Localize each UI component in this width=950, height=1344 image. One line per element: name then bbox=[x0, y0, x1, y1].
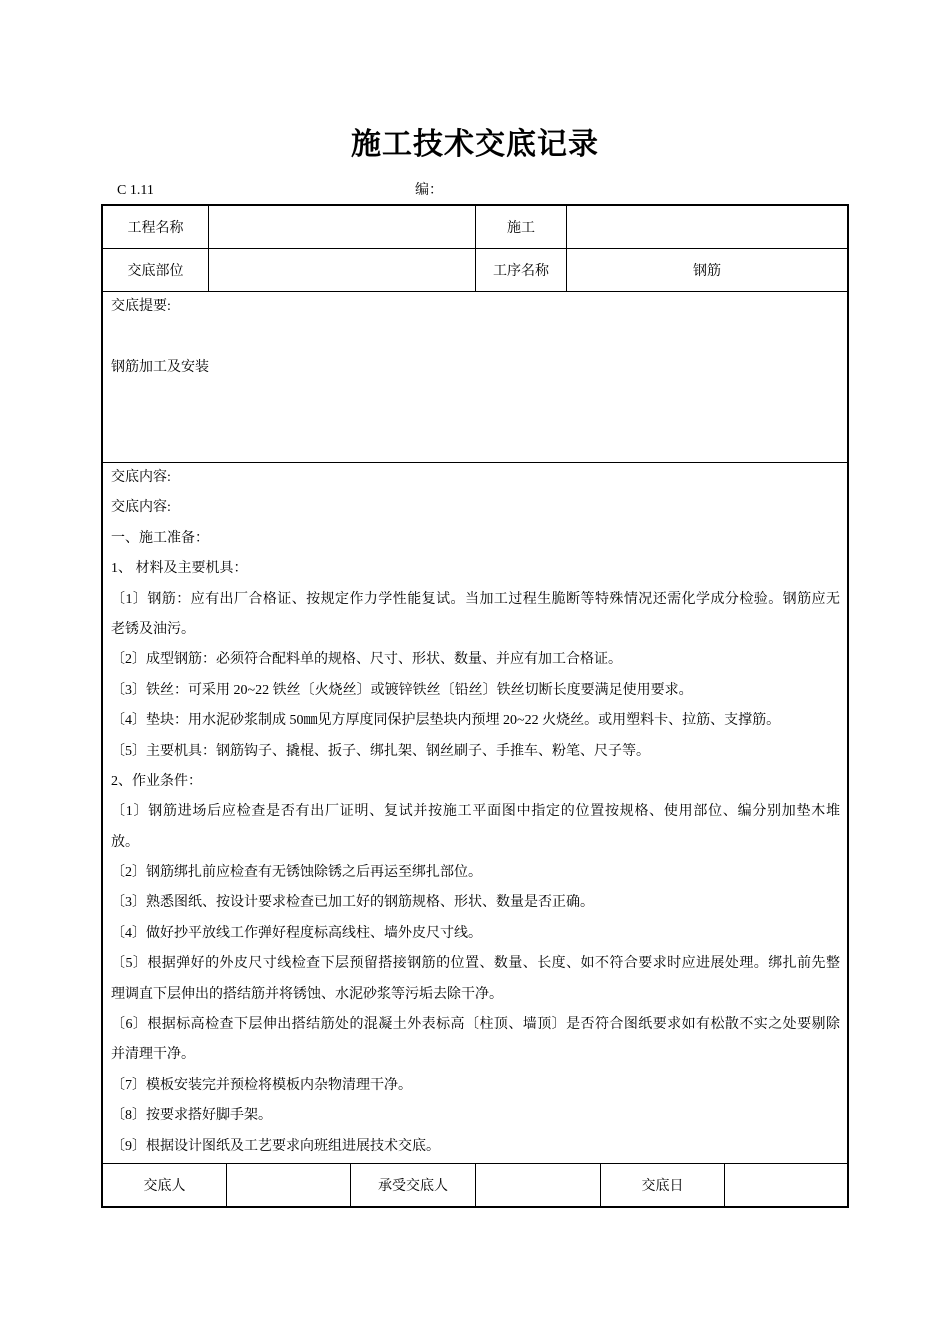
part-label: 交底部位 bbox=[103, 249, 209, 291]
content-line: 理调直下层伸出的搭结筋并将锈蚀、水泥砂浆等污垢去除干净。 bbox=[111, 986, 503, 1002]
content-line: 〔7〕模板安装完并预检将模板内杂物清理干净。 bbox=[111, 1077, 412, 1093]
construction-label: 施工 bbox=[476, 206, 567, 248]
part-row bbox=[103, 249, 847, 292]
project-name-label: 工程名称 bbox=[103, 206, 209, 248]
content-line: 〔4〕垫块：用水泥砂浆制成 50㎜见方厚度同保护层垫块内预埋 20~22 火烧丝。或用塑料卡、拉筋、支撑筋。 bbox=[111, 713, 781, 729]
content-line: 老锈及油污。 bbox=[111, 621, 195, 637]
discloser-value bbox=[227, 1164, 351, 1206]
content-line: 〔2〕钢筋绑扎前应检查有无锈蚀除锈之后再运至绑扎部位。 bbox=[111, 865, 482, 881]
summary-label: 交底提要: bbox=[111, 299, 171, 314]
content-line: 〔8〕按要求搭好脚手架。 bbox=[111, 1108, 272, 1124]
content-line: 1、 材料及主要机具： bbox=[111, 561, 248, 577]
summary-spacer bbox=[111, 322, 840, 352]
part-value bbox=[209, 249, 476, 291]
content-line: 并清理干净。 bbox=[111, 1047, 195, 1063]
content-line: 一、施工准备： bbox=[111, 530, 209, 546]
date-value bbox=[725, 1164, 847, 1206]
form-number-label: 编： bbox=[415, 183, 443, 198]
project-row bbox=[103, 206, 847, 249]
receiver-label: 承受交底人 bbox=[351, 1164, 476, 1206]
project-name-value bbox=[209, 206, 476, 248]
process-value: 钢筋 bbox=[693, 264, 721, 279]
form-code: C 1.11 bbox=[117, 183, 154, 198]
summary-block bbox=[103, 292, 847, 462]
date-label: 交底日 bbox=[601, 1164, 725, 1206]
content-line: 2、作业条件： bbox=[111, 773, 202, 789]
content-line: 〔2〕成型钢筋：必须符合配料单的规格、尺寸、形状、数量、并应有加工合格证。 bbox=[111, 652, 622, 668]
receiver-value bbox=[476, 1164, 601, 1206]
discloser-label: 交底人 bbox=[103, 1164, 227, 1206]
content-block bbox=[103, 463, 847, 1163]
disclosure-record-table bbox=[101, 204, 849, 1208]
content-line: 〔3〕熟悉图纸、按设计要求检查已加工好的钢筋规格、形状、数量是否正确。 bbox=[111, 895, 594, 911]
content-line: 〔5〕主要机具：钢筋钩子、撬棍、扳子、绑扎架、钢丝刷子、手推车、粉笔、尺子等。 bbox=[111, 743, 650, 759]
summary-row bbox=[103, 292, 847, 463]
construction-value bbox=[567, 206, 847, 248]
content-line: 交底内容: bbox=[111, 500, 171, 516]
content-line: 〔6〕根据标高检查下层伸出搭结筋处的混凝土外表标高〔柱顶、墙顶〕是否符合图纸要求如有松散不实之处要剔除 bbox=[111, 1017, 840, 1033]
content-line: 〔1〕钢筋进场后应检查是否有出厂证明、复试并按施工平面图中指定的位置按规格、使用部位、编分别加垫木堆 bbox=[111, 804, 840, 820]
content-line: 〔3〕铁丝：可采用 20~22 铁丝〔火烧丝〕或镀锌铁丝〔铅丝〕铁丝切断长度要满足使用要求。 bbox=[111, 682, 693, 698]
content-line: 交底内容: bbox=[111, 470, 171, 485]
content-line: 〔4〕做好抄平放线工作弹好程度标高线柱、墙外皮尺寸线。 bbox=[111, 925, 482, 941]
process-label: 工序名称 bbox=[476, 249, 567, 291]
content-line: 放。 bbox=[111, 834, 139, 850]
content-line: 〔9〕根据设计图纸及工艺要求向班组进展技术交底。 bbox=[111, 1138, 440, 1154]
document-title: 施工技术交底记录 bbox=[351, 128, 599, 161]
signature-row bbox=[103, 1164, 847, 1206]
content-line: 〔5〕根据弹好的外皮尺寸线检查下层预留搭接钢筋的位置、数量、长度、如不符合要求时应进展处理。绑扎前先整 bbox=[111, 956, 840, 972]
summary-text: 钢筋加工及安装 bbox=[111, 359, 209, 375]
content-line: 〔1〕钢筋：应有出厂合格证、按规定作力学性能复试。当加工过程生脆断等特殊情况还需化学成分检验。钢筋应无 bbox=[111, 591, 840, 607]
content-row bbox=[103, 463, 847, 1164]
